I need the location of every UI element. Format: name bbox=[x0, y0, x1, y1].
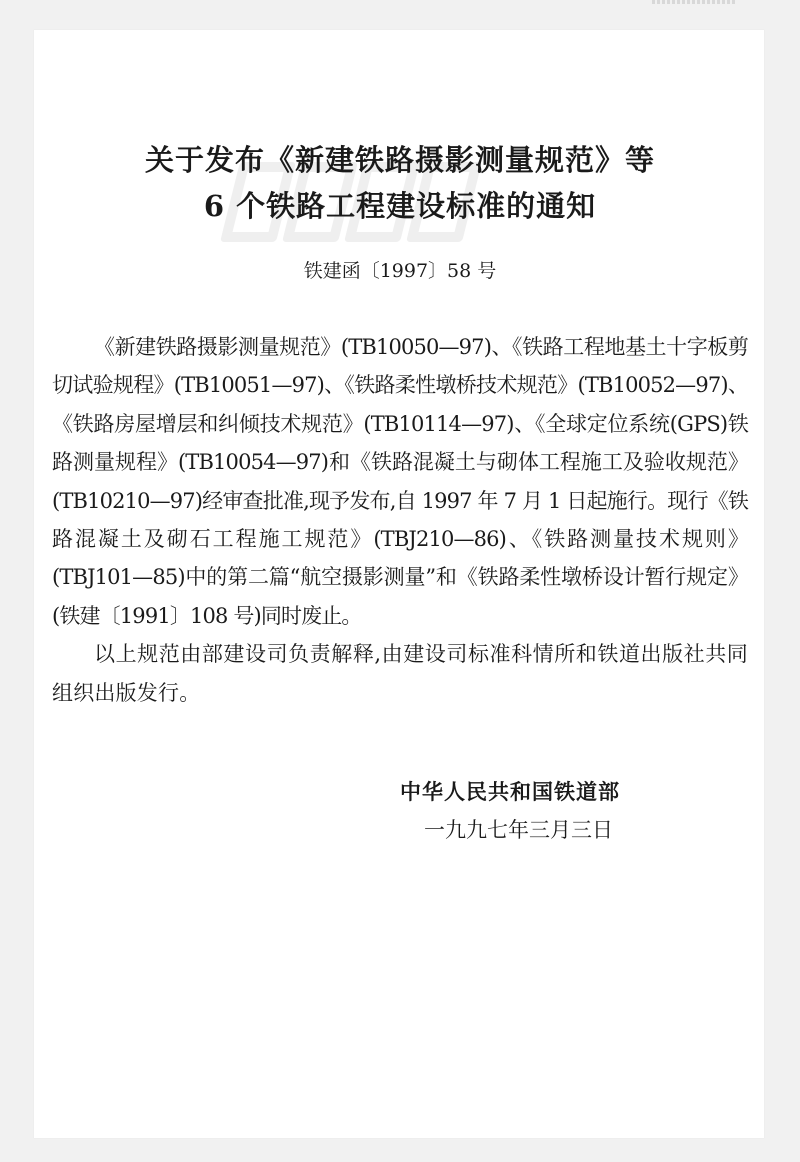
viewer-toolbar-strip bbox=[652, 0, 736, 4]
notice-title-line-2: 6 个铁路工程建设标准的通知 bbox=[203, 189, 597, 223]
notice-body bbox=[52, 328, 748, 712]
notice-title-line-1: 关于发布《新建铁路摄影测量规范》等 bbox=[144, 143, 655, 177]
viewer-top-bar bbox=[0, 0, 800, 30]
issue-date: 一九九七年三月三日 bbox=[424, 818, 613, 842]
issuing-authority: 中华人民共和国铁道部 bbox=[400, 780, 620, 804]
body-paragraph-2: 以上规范由部建设司负责解释,由建设司标准科情所和铁道出版社共同组织出版发行。 bbox=[52, 642, 748, 705]
document-number: 铁建函〔1997〕58 号 bbox=[303, 260, 497, 282]
body-paragraph-1: 《新建铁路摄影测量规范》(TB10050—97)、《铁路工程地基土十字板剪切试验规程》(TB10051—97)、《铁路柔性墩桥技术规范》(TB10052—97)、《铁路房屋增层和纠倾技术规范》(TB10114—97)、《全球定位系统(GPS)铁路测量规程》(TB10054—97)和《铁路混凝土与砌体工程施工及验收规范》(TB10210—97)经审查批准,现予发布,自 1997 年 7 月 1 日起施行。现行《铁路混凝土及砌石工程施工规范》(TBJ210—86)、《铁路测量技术规则》(TBJ101—85)中的第二篇“航空摄影测量”和《铁路柔性墩桥设计暂行规定》(铁建〔1991〕108 号)同时废止。 bbox=[52, 335, 748, 628]
